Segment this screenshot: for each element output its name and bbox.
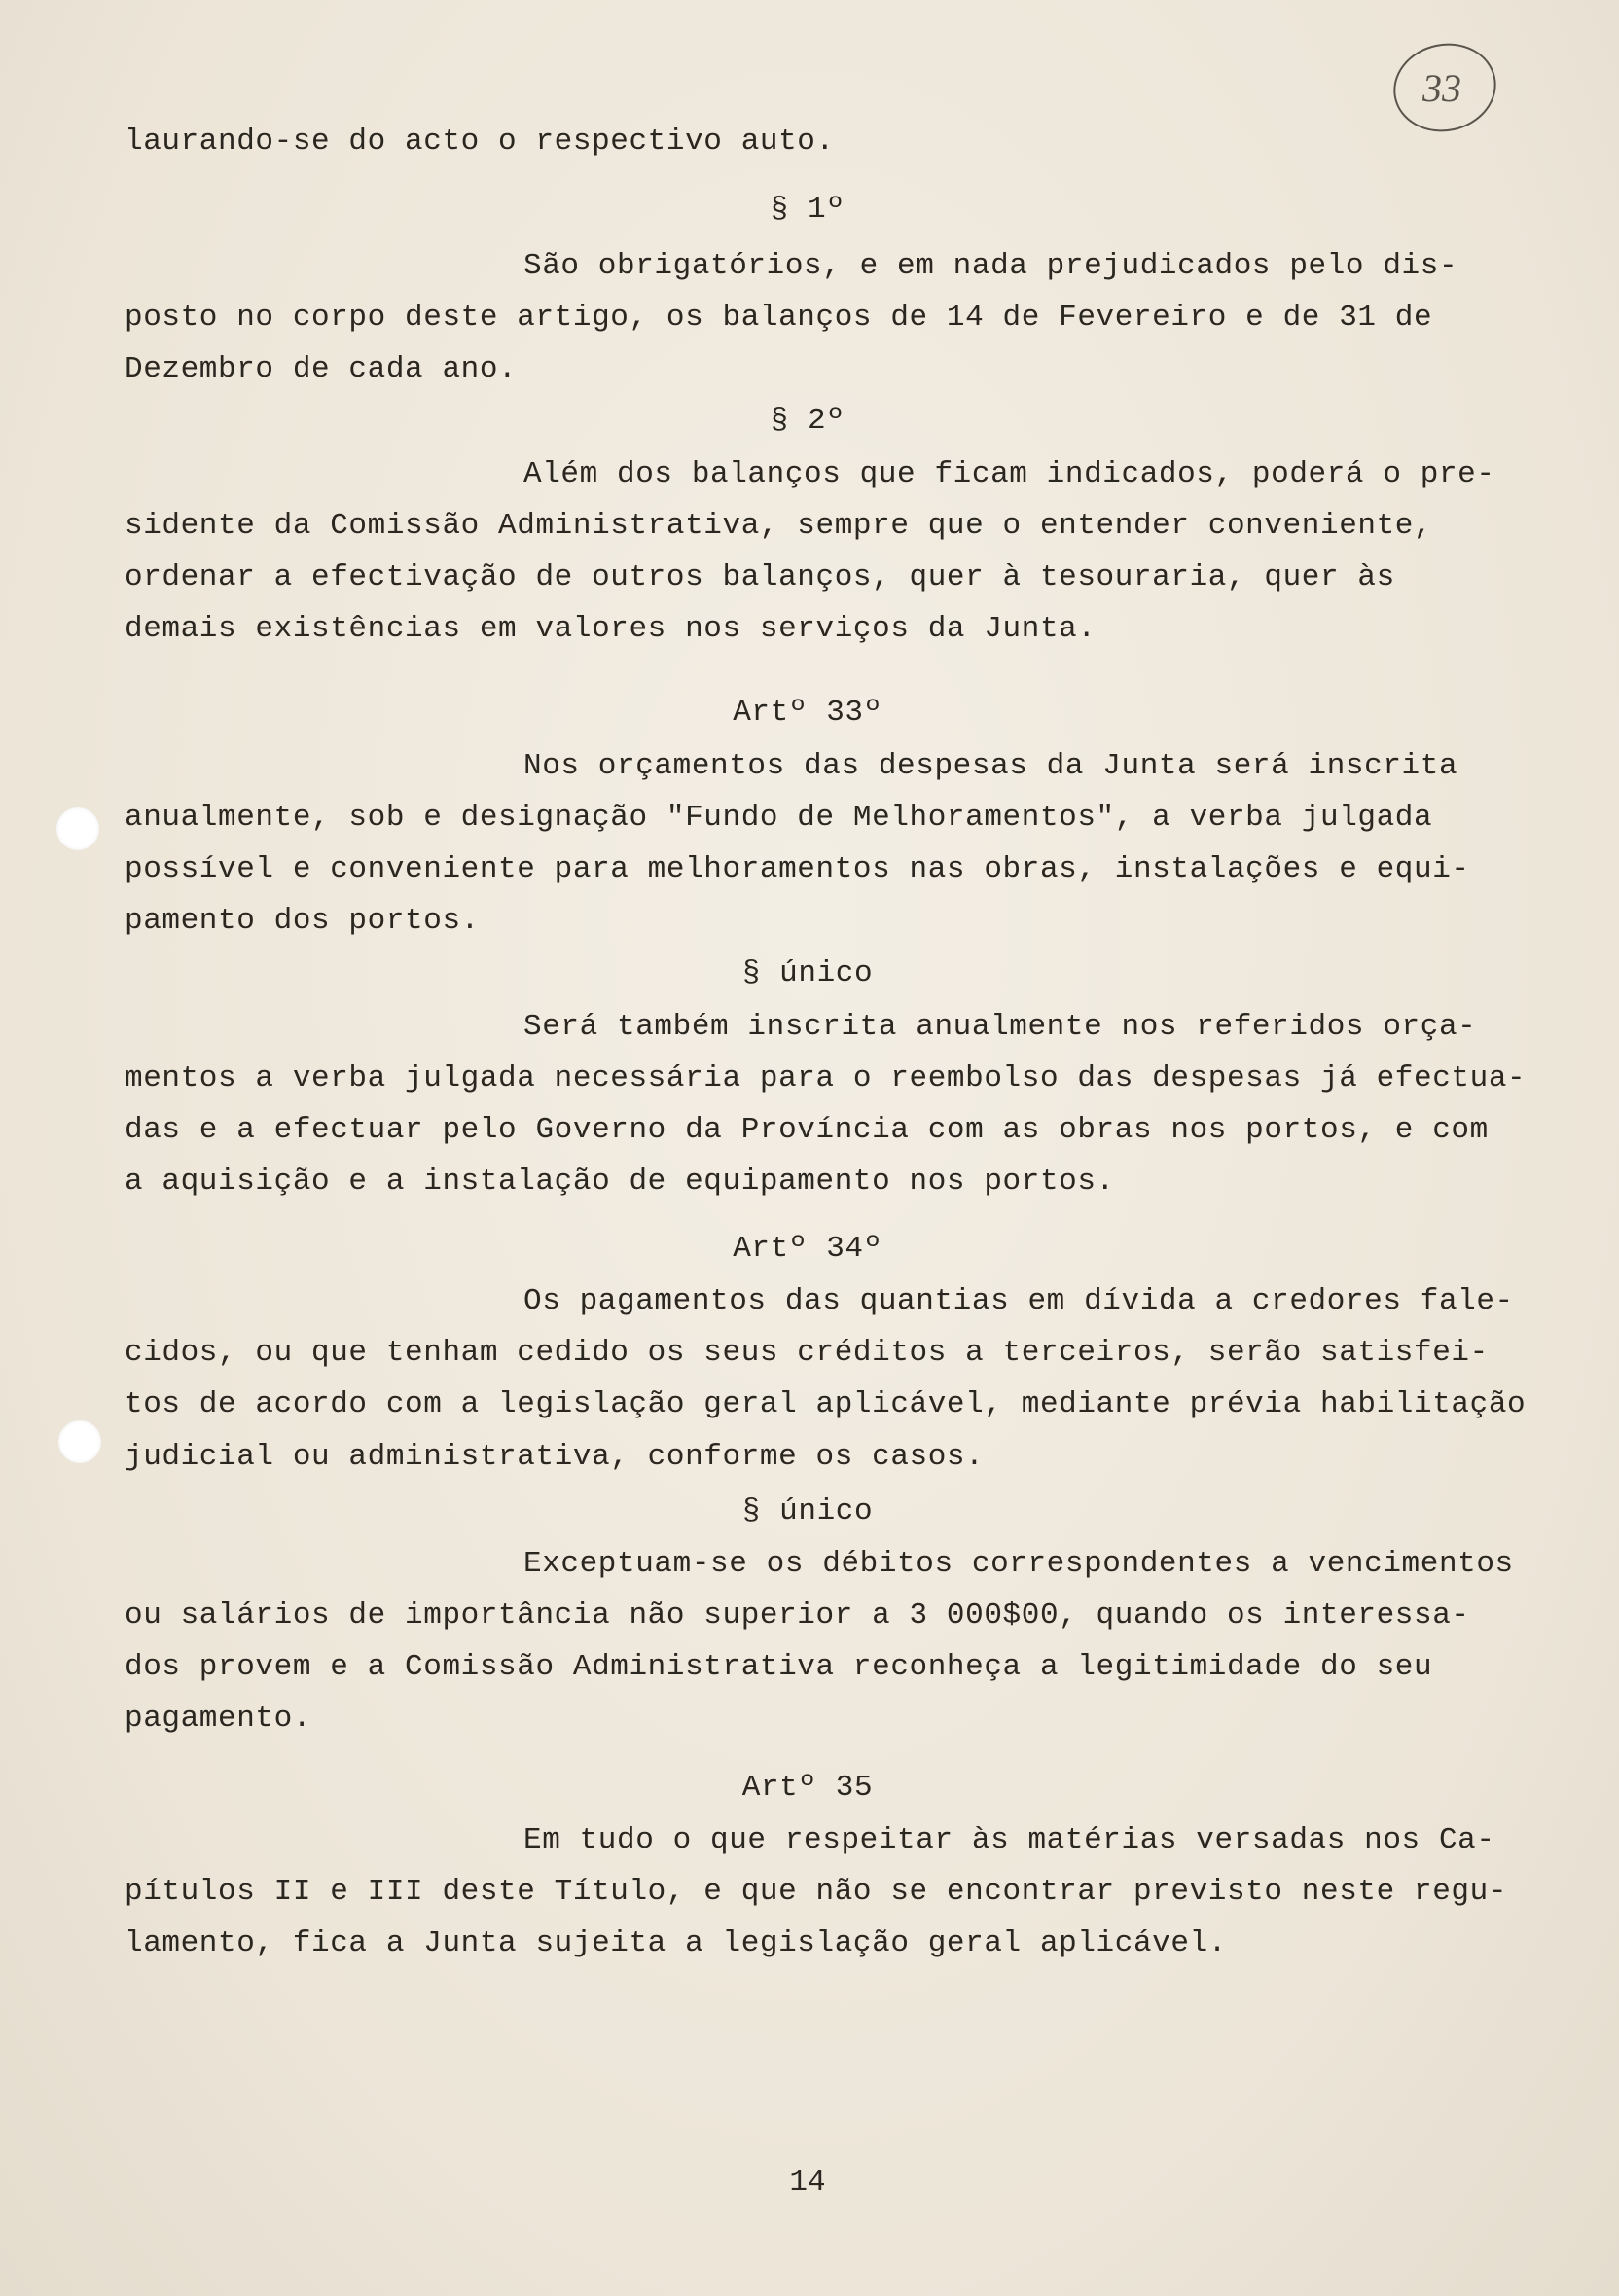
text-line: tos de acordo com a legislação geral aplicável, mediante prévia habilitação: [125, 1387, 1527, 1421]
text-line: Em tudo o que respeitar às matérias versadas nos Ca-: [523, 1823, 1495, 1857]
text-line: lamento, fica a Junta sujeita a legislação geral aplicável.: [125, 1926, 1227, 1960]
text-line: laurando-se do acto o respectivo auto.: [125, 125, 835, 159]
text-line: ou salários de importância não superior a 3 000$00, quando os interessa-: [125, 1598, 1470, 1632]
punch-hole-bottom: [58, 1420, 101, 1463]
page-number-stamp: [1389, 39, 1500, 136]
text-line: Os pagamentos das quantias em dívida a credores fale-: [523, 1284, 1514, 1318]
text-line: das e a efectuar pelo Governo da Província com as obras nos portos, e com: [125, 1113, 1489, 1147]
text-line: judicial ou administrativa, conforme os casos.: [125, 1440, 985, 1474]
text-line: ordenar a efectivação de outros balanços, quer à tesouraria, quer às: [125, 560, 1395, 594]
text-line: cidos, ou que tenham cedido os seus créditos a terceiros, serão satisfei-: [125, 1336, 1489, 1370]
text-line: anualmente, sob e designação "Fundo de Melhoramentos", a verba julgada: [125, 801, 1433, 835]
section-heading: § único: [741, 1494, 874, 1528]
text-line: Além dos balanços que ficam indicados, poderá o pre-: [523, 457, 1495, 491]
text-line: possível e conveniente para melhoramentos nas obras, instalações e equi-: [125, 852, 1470, 886]
section-heading: § 2º: [770, 404, 845, 438]
page-stamp-text: 33: [1422, 66, 1461, 110]
text-line: Nos orçamentos das despesas da Junta será inscrita: [523, 749, 1458, 783]
text-line: pagamento.: [125, 1702, 312, 1736]
text-line: São obrigatórios, e em nada prejudicados pelo dis-: [523, 249, 1458, 283]
text-line: Será também inscrita anualmente nos referidos orça-: [523, 1010, 1477, 1044]
text-line: mentos a verba julgada necessária para o reembolso das despesas já efectua-: [125, 1061, 1527, 1095]
text-line: Exceptuam-se os débitos correspondentes a vencimentos: [523, 1547, 1514, 1581]
text-line: Dezembro de cada ano.: [125, 352, 518, 386]
article-heading: Artº 35: [741, 1771, 874, 1805]
punch-hole-top: [56, 807, 99, 850]
text-line: posto no corpo deste artigo, os balanços de 14 de Fevereiro e de 31 de: [125, 301, 1433, 335]
text-line: a aquisição e a instalação de equipamento nos portos.: [125, 1165, 1115, 1199]
text-line: sidente da Comissão Administrativa, sempre que o entender conveniente,: [125, 509, 1433, 543]
text-line: dos provem e a Comissão Administrativa reconheça a legitimidade do seu: [125, 1650, 1433, 1684]
text-line: pamento dos portos.: [125, 904, 480, 938]
text-line: demais existências em valores nos serviços da Junta.: [125, 612, 1097, 646]
section-heading: § único: [741, 956, 874, 990]
text-line: pítulos II e III deste Título, e que não se encontrar previsto neste regu-: [125, 1875, 1508, 1909]
article-heading: Artº 34º: [733, 1232, 882, 1266]
page-number: 14: [789, 2166, 826, 2200]
article-heading: Artº 33º: [733, 696, 882, 730]
section-heading: § 1º: [770, 193, 845, 227]
